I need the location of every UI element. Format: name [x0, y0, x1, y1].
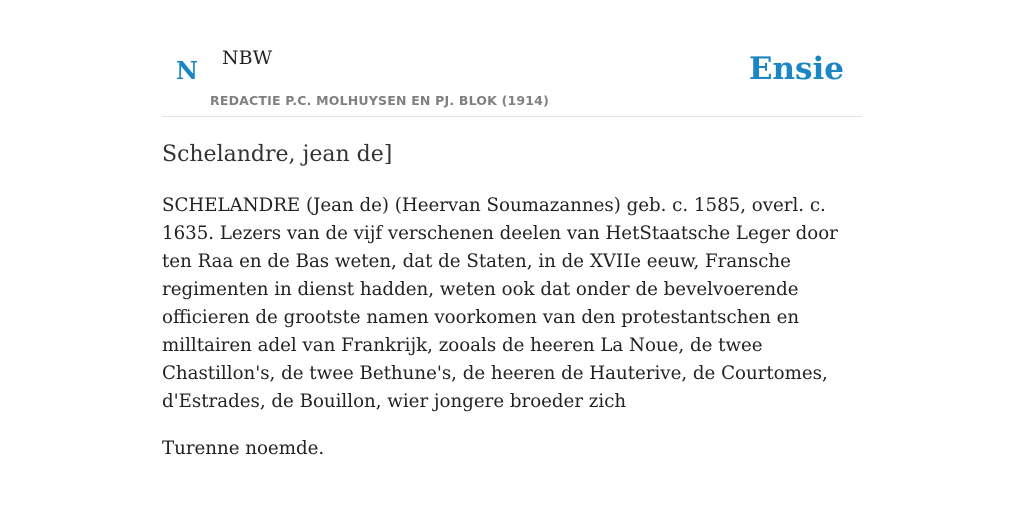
- source-header: [162, 0, 862, 117]
- entry-paragraph: Turenne noemde.: [162, 438, 325, 459]
- source-logo[interactable]: N: [176, 56, 198, 85]
- entry-paragraph: SCHELANDRE (Jean de) (Heervan Soumazannes) geb. c. 1585, overl. c. 1635. Lezers van de vijf verschenen deelen van HetStaatsche Leger door ten Raa en de Bas weten, dat de Staten, in de XVIIe eeuw, Fransche regimenten in dienst hadden, weten ook dat onder de bevelvoerende officieren de grootste namen voorkomen van den protestantschen en milltairen adel van Frankrijk, zooals de heeren La Noue, de twee Chastillon's, de twee Bethune's, de heeren de Hauterive, de Courtomes, d'Estrades, de Bouillon, wier jongere broeder zich: [162, 195, 838, 412]
- article-page: [162, 0, 862, 512]
- entry-title: Schelandre, jean de]: [162, 142, 393, 167]
- source-subtitle: REDACTIE P.C. MOLHUYSEN EN PJ. BLOK (1914): [210, 93, 549, 108]
- entry-body: [162, 192, 866, 463]
- ensie-logo[interactable]: Ensie: [748, 51, 844, 87]
- source-title[interactable]: NBW: [222, 47, 273, 69]
